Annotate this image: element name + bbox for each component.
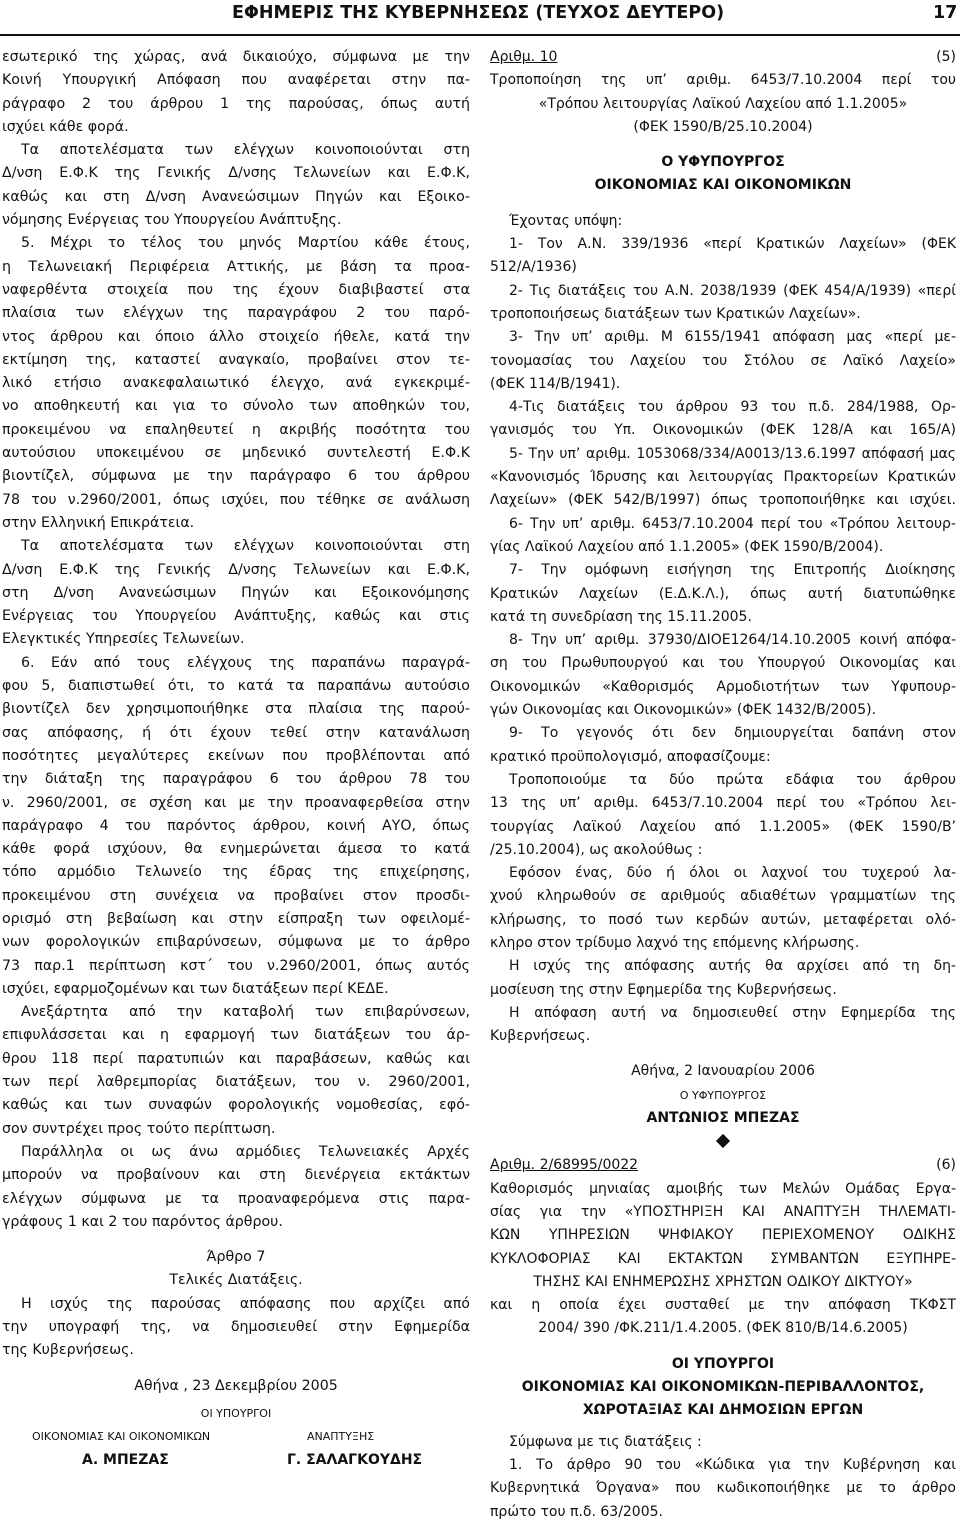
text-line: γράφους 1 και 2 του παρόντος άρθρου.: [2, 1213, 283, 1230]
text-line: κατά τη συνεδρίαση της 15.11.2005.: [490, 608, 752, 625]
text-line: μοσίευση της στην Εφημερίδα της Κυβερνήσεως.: [490, 981, 837, 998]
paragraph: [2, 1141, 470, 1234]
text-line: πλαίσια των ελέγχων της παραγράφου 2 του παρό-: [2, 305, 470, 322]
minister-2-title: ΑΝΑΠΤΥΞΗΣ: [307, 1430, 375, 1444]
issuer-heading: ΟΙ ΥΠΟΥΡΓΟΙ: [671, 1355, 775, 1372]
diamond-icon: [716, 1134, 730, 1148]
minister-1-name: Α. ΜΠΕΖΑΣ: [82, 1451, 169, 1468]
text-line: 2- Τις διατάξεις του Α.Ν. 2038/1939 (ΦΕΚ 454/Α/1939) «περί: [509, 282, 956, 299]
spacer: [490, 139, 956, 151]
text-line: 5. Μέχρι το τέλος του μηνός Μαρτίου κάθε έτους,: [21, 235, 470, 252]
text-line: 5- Την υπ’ αριθμ. 1053068/334/Α0013/13.6.1997 απόφασή μας: [509, 445, 956, 462]
text-line: 9- Το γεγονός ότι δεν δημιουργείται δαπάνη στον: [509, 725, 956, 742]
text-line: /25.10.2004), ως ακολούθως :: [490, 841, 703, 858]
text-line: των περί λαθρεμπορίας διατάξεων, του ν. 2960/2001,: [2, 1074, 470, 1091]
text-line: (ΦΕΚ 1590/Β/25.10.2004): [633, 118, 813, 135]
text-line: ση του Πρωθυπουργού και του Υπουργού Οικονομίας και: [490, 655, 956, 672]
text-line: (ΦΕΚ 114/Β/1941).: [490, 375, 621, 392]
text-line: κλήρωσης, το ποσό των κερδών αυτών, μεταφέρεται ολό-: [490, 911, 956, 928]
text-line: σας απόφασης, ή ότι έχουν τεθεί στην κατανάλωση: [2, 724, 470, 741]
text-line: σον συντρέχει προς τούτο περίπτωση.: [2, 1120, 276, 1137]
text-line: την υπογραφή της, να δημοσιευθεί στην Εφημερίδα: [2, 1319, 470, 1336]
text-line: 7- Την ομόφωνη εισήγηση της Επιτροπής Διοίκησης: [509, 562, 956, 579]
paragraph: [490, 1002, 956, 1049]
text-line: πρώτο του π.δ. 63/2005.: [490, 1503, 663, 1520]
text-line: ντος άρθρου και όποιο άλλο στοιχείο ήθελε, κατά την: [2, 328, 470, 345]
text-line: καθώς και στη Δ/νση Ανανεώσιμων Πηγών και Εξοικο-: [2, 188, 470, 205]
decision-6-number: [490, 1154, 956, 1177]
minister-titles: [2, 1425, 470, 1448]
spacer: [490, 1048, 956, 1060]
paragraph: [490, 769, 956, 862]
text-line: στη Δ/νση Ανανεώσιμων Πηγών και Εξοικονόμησης: [2, 584, 470, 601]
signatory-name: ΑΝΤΩΝΙΟΣ ΜΠΕΖΑΣ: [646, 1110, 800, 1127]
text-line: φου 5, διαπιστωθεί ότι, το κατά τα παραπάνω αυτούσιο: [2, 678, 470, 695]
text-line: ν. 2960/2001, σε σχέση και με την προαναφερθείσα στην: [2, 794, 470, 811]
text-line: 78 του ν.2960/2001, όπως ισχύει, που τέθηκε σε ανάλωση: [2, 491, 470, 508]
text-line: Δ/νση Ε.Φ.Κ της Γενικής Δ/νσης Τελωνείων και Ε.Φ.Κ,: [2, 561, 470, 578]
decision-number: Αριθμ. 10: [490, 49, 558, 65]
text-line: Ανεξάρτητα από την καταβολή των επιβαρύνσεων,: [21, 1004, 470, 1021]
paragraph-6: [2, 652, 470, 1001]
text-line: χνού κληρωθούν σε αριθμούς αδιαθέτων γραμματίων της: [490, 888, 956, 905]
spacer: [490, 1341, 956, 1353]
paragraph: [2, 46, 470, 139]
text-line: 8- Την υπ’ αριθμ. 37930/ΔΙΟΕ1264/14.10.2005 κοινή απόφα-: [509, 632, 956, 649]
text-line: λικό ετήσιο ανακεφαλαιωτικό έλεγχο, ανά εγκεκριμέ-: [2, 375, 470, 392]
text-line: Η ισχύς της απόφασης αυτής θα αρχίσει από τη δη-: [509, 958, 956, 975]
text-line: εσωτερικό της χώρας, ανά δικαιούχο, σύμφωνα με την: [2, 49, 470, 65]
decision-index: (6): [936, 1157, 956, 1174]
text-line: 3- Την υπ’ αριθμ. Μ 6155/1941 απόφαση μας «περί με-: [509, 329, 956, 346]
text-line: Σύμφωνα με τις διατάξεις :: [509, 1433, 702, 1450]
text-line: Έχοντας υπόψη:: [509, 212, 623, 229]
text-line: ισχύει, εφαρμοζομένων και των διατάξεων περί ΚΕΔΕ.: [2, 980, 389, 997]
text-line: παράγραφο 4 του παρόντος άρθρου, κοινή ΑΥΟ, όπως: [2, 817, 470, 834]
decision-5-title: [490, 69, 956, 139]
text-line: Δ/νση Ε.Φ.Κ της Γενικής Δ/νσης Τελωνείων και Ε.Φ.Κ,: [2, 165, 470, 182]
decision-6-considerations: [490, 1431, 956, 1524]
text-line: τροποποιήσεως διατάξεων των Κρατικών Λαχείων».: [490, 305, 861, 322]
text-line: Τα αποτελέσματα των ελέγχων κοινοποιούνται στη: [21, 142, 470, 159]
gazette-title: ΕΦΗΜΕΡΙΣ ΤΗΣ ΚΥΒΕΡΝΗΣΕΩΣ (ΤΕΥΧΟΣ ΔΕΥΤΕΡΟ): [232, 3, 725, 23]
text-line: την διάταξη της παραγράφου 6 του άρθρου 78 του: [2, 771, 470, 788]
text-line: νο αποθηκευτή και για το σύνολο των αποθηκών του,: [2, 398, 470, 415]
text-line: Ενέργειας του Υπουργείου Ανάπτυξης, καθώς και στις: [2, 608, 470, 625]
text-line: 2004/ 390 /ΦΚ.211/1.4.2005. (ΦΕΚ 810/Β/14.6.2005): [538, 1320, 908, 1337]
text-line: «Τρόπου λειτουργίας Λαϊκού Λαχείου από 1.1.2005»: [538, 95, 908, 112]
text-line: καθώς και των συναφών φορολογικής νομοθεσίας, εφό-: [2, 1097, 470, 1114]
left-column: [2, 46, 470, 1472]
text-line: 6- Την υπ’ αριθμ. 6453/7.10.2004 περί του «Τρόπου λειτουρ-: [509, 515, 956, 532]
text-line: Εφόσον ένας, δύο ή όλοι οι λαχνοί του τυχερού λα-: [509, 865, 956, 882]
ministers-label: ΟΙ ΥΠΟΥΡΓΟΙ: [200, 1406, 272, 1420]
minister-names: [2, 1449, 470, 1472]
decision-number: Αριθμ. 2/68995/0022: [490, 1157, 639, 1174]
decision-6-title: [490, 1178, 956, 1341]
text-line: ισχύει κάθε φορά.: [2, 118, 129, 135]
decision-5-number: [490, 46, 956, 69]
paragraph: [490, 955, 956, 1002]
text-line: 4-Τις διατάξεις του άρθρου 93 του π.δ. 284/1988, Ορ-: [509, 399, 956, 416]
text-line: νόμησης Ενέργειας του Υπουργείου Ανάπτυξης.: [2, 212, 342, 229]
text-line: Κρατικών Λαχείων (Ε.Δ.Κ.Λ.), όπως αυτή διατυπώθηκε: [490, 585, 956, 602]
paragraph: [2, 139, 470, 232]
issuer-heading: ΟΙΚΟΝΟΜΙΑΣ ΚΑΙ ΟΙΚΟΝΟΜΙΚΩΝ: [594, 177, 852, 194]
text-line: τόπο αρμόδιο Τελωνείο της έδρας της επιχείρησης,: [2, 864, 470, 881]
text-line: Κυβερνητικά Όργανα» που κωδικοποιήθηκε με το άρθρο: [490, 1480, 956, 1497]
text-line: βιοντίζελ δεν χρησιμοποιήθηκε στα πλαίσια της παρού-: [2, 701, 470, 718]
article-title: Τελικές Διατάξεις.: [169, 1272, 303, 1289]
paragraph: [2, 535, 470, 651]
paragraph: [490, 862, 956, 955]
text-line: ελέγχων σύμφωνα με τα προαναφερόμενα στις παρα-: [2, 1190, 470, 1207]
text-line: γανισμός του Υπ. Οικονομικών (ΦΕΚ 128/Α και 165/Α): [490, 422, 956, 439]
text-line: 73 παρ.1 περίπτωση κστ΄ του ν.2960/2001, όπως αυτός: [2, 957, 470, 974]
text-line: Τροποποιούμε τα δύο πρώτα εδάφια του άρθρου: [509, 771, 956, 788]
separator-diamond: [490, 1136, 956, 1154]
text-line: ποσότητες μεγαλύτερες εκείνων που προβλέπονται από: [2, 747, 470, 764]
paragraph: [2, 1293, 470, 1363]
text-line: γίας Λαϊκού Λαχείου από 1.1.2005» (ΦΕΚ 1590/Β/2004).: [490, 538, 884, 555]
text-line: προκειμένου να επαληθευτεί η ακριβής ποσότητα του: [2, 421, 470, 438]
signing-date: Αθήνα, 2 Ιανουαρίου 2006: [631, 1063, 815, 1080]
text-line: προκειμένου στη συνέχεια να προβαίνει στον προσδι-: [2, 887, 470, 904]
spacer: [2, 1363, 470, 1375]
spacer: [2, 1234, 470, 1246]
decision-5-considerations: [490, 210, 956, 769]
text-line: Η ισχύς της παρούσας απόφασης που αρχίζει από: [21, 1295, 470, 1312]
text-line: Η απόφαση αυτή να δημοσιευθεί στην Εφημερίδα της: [509, 1004, 956, 1021]
text-line: επιφυλάσσεται και η εφαρμογή των διατάξεων του άρ-: [2, 1027, 470, 1044]
text-line: ΚΩΝ ΥΠΗΡΕΣΙΩΝ ΨΗΦΙΑΚΟΥ ΠΕΡΙΕΧΟΜΕΝΟΥ ΟΔΙΚΗΣ: [490, 1227, 956, 1244]
text-line: 1. Το άρθρο 90 του «Κώδικα για την Κυβέρνηση και: [509, 1456, 956, 1473]
text-line: ΤΗΣΗΣ ΚΑΙ ΕΝΗΜΕΡΩΣΗΣ ΧΡΗΣΤΩΝ ΟΔΙΚΟΥ ΔΙΚΤΥΟΥ»: [533, 1273, 913, 1290]
right-column: [490, 46, 956, 1524]
text-line: Κυβερνήσεως.: [490, 1028, 591, 1045]
text-line: αυτούσιου υποκειμένου σε μηδενικό συντελεστή Ε.Φ.Κ: [2, 445, 470, 462]
text-line: Ελεγκτικές Υπηρεσίες Τελωνείων.: [2, 631, 245, 648]
signatory-title: Ο ΥΦΥΠΟΥΡΓΟΣ: [679, 1088, 767, 1102]
text-line: Λαχείων» (ΦΕΚ 542/Β/1997) όπως τροποποιήθηκε και ισχύει.: [490, 492, 956, 509]
minister-2-name: Γ. ΣΑΛΑΓΚΟΥΔΗΣ: [287, 1451, 423, 1468]
text-line: εκτίμηση της, καταστεί αναγκαίο, προβαίνει στον τε-: [2, 351, 470, 368]
text-line: 6. Εάν από τους ελέγχους της παραπάνω παραγρά-: [21, 654, 470, 671]
text-line: 1- Τον Α.Ν. 339/1936 «περί Κρατικών Λαχείων» (ΦΕΚ: [509, 236, 956, 253]
text-line: «Κανονισμός Ίδρυσης και λειτουργίας Πρακτορείων Κρατικών: [490, 469, 956, 486]
issuer-heading: ΧΩΡΟΤΑΞΙΑΣ ΚΑΙ ΔΗΜΟΣΙΩΝ ΕΡΓΩΝ: [582, 1402, 864, 1419]
text-line: Τα αποτελέσματα των ελέγχων κοινοποιούνται στη: [21, 538, 470, 555]
issuer-heading: Ο ΥΦΥΠΟΥΡΓΟΣ: [661, 154, 785, 171]
text-line: ράγραφο 2 του άρθρου 1 της παρούσας, όπως αυτή: [2, 95, 470, 112]
text-line: κάθε φορά ισχύουν, θα ενημερώνεται άμεσα το κατά: [2, 841, 470, 858]
text-line: μπορούν να προβαίνουν και στη διενέργεια εκτάκτων: [2, 1167, 470, 1184]
text-line: γών Οικονομίας και Οικονομικών» (ΦΕΚ 1432/Β/2005).: [490, 702, 877, 719]
text-line: η Τελωνειακή Περιφέρεια Αττικής, με βάση τα προα-: [2, 258, 470, 275]
spacer: [490, 198, 956, 210]
text-line: 512/Α/1936): [490, 259, 577, 276]
text-line: ναφερθέντα στοιχεία που της έχουν διαβιβαστεί στα: [2, 281, 470, 298]
text-line: τουργίας Λαϊκού Λαχείου από 1.1.2005» (ΦΕΚ 1590/Β’: [490, 818, 956, 835]
spacer: [490, 1423, 956, 1431]
text-line: σίας για την «ΥΠΟΣΤΗΡΙΞΗ ΚΑΙ ΑΝΑΠΤΥΞΗ ΤΗΛΕΜΑΤΙ-: [490, 1203, 956, 1220]
text-line: ΚΥΚΛΟΦΟΡΙΑΣ ΚΑΙ ΕΚΤΑΚΤΩΝ ΣΥΜΒΑΝΤΩΝ ΕΞΥΠΗΡΕ-: [490, 1250, 956, 1267]
text-line: της Κυβερνήσεως.: [2, 1342, 134, 1359]
decision-index: (5): [936, 49, 956, 65]
issuer-heading: ΟΙΚΟΝΟΜΙΑΣ ΚΑΙ ΟΙΚΟΝΟΜΙΚΩΝ-ΠΕΡΙΒΑΛΛΟΝΤΟΣ,: [521, 1379, 925, 1396]
text-line: Οικονομικών «Καθορισμός Αρμοδιοτήτων των Υφυπουρ-: [490, 678, 956, 695]
text-line: κληρο στον τρίδυμο λαχνό της επόμενης κλήρωσης.: [490, 934, 860, 951]
text-line: κρατικό προϋπολογισμό, αποφασίζουμε:: [490, 748, 771, 765]
text-line: 13 της υπ’ αριθμ. 6453/7.10.2004 περί του «Τρόπου λει-: [490, 795, 956, 812]
minister-1-title: ΟΙΚΟΝΟΜΙΑΣ ΚΑΙ ΟΙΚΟΝΟΜΙΚΩΝ: [32, 1430, 211, 1444]
text-line: νων φορολογικών επιβαρύνσεων, σύμφωνα με το άρθρο: [2, 934, 470, 951]
article-heading: Άρθρο 7: [206, 1249, 266, 1266]
text-line: θρου 118 περί παρατυπιών και παραβάσεων, καθώς και: [2, 1050, 470, 1067]
text-line: βιοντίζελ, σύμφωνα με την παράγραφο 6 του άρθρου: [2, 468, 470, 485]
paragraph: [2, 1001, 470, 1141]
text-line: στην Ελληνική Επικράτεια.: [2, 514, 195, 531]
signing-date: Αθήνα , 23 Δεκεμβρίου 2005: [134, 1377, 338, 1394]
text-line: Τροποποίηση της υπ’ αριθμ. 6453/7.10.2004 περί του: [490, 72, 956, 89]
text-line: τονομασίας του Λαχείου του Στόλου σε Λαϊκό Λαχείο»: [490, 352, 956, 369]
text-line: ορισμό στη βεβαίωση και στην είσπραξη των οφειλομέ-: [2, 910, 470, 927]
page-header: [0, 0, 960, 36]
text-line: και η οποία έχει συσταθεί με την απόφαση ΤΚΦΣΤ: [490, 1297, 956, 1314]
text-line: Καθορισμός μηνιαίας αμοιβής των Μελών Ομάδας Εργα-: [490, 1180, 956, 1197]
text-line: Παράλληλα οι ως άνω αρμόδιες Τελωνειακές Αρχές: [21, 1143, 470, 1160]
text-line: Κοινή Υπουργική Απόφαση που αναφέρεται στην πα-: [2, 72, 470, 89]
page-number: 17: [933, 3, 958, 23]
paragraph-5: [2, 232, 470, 535]
